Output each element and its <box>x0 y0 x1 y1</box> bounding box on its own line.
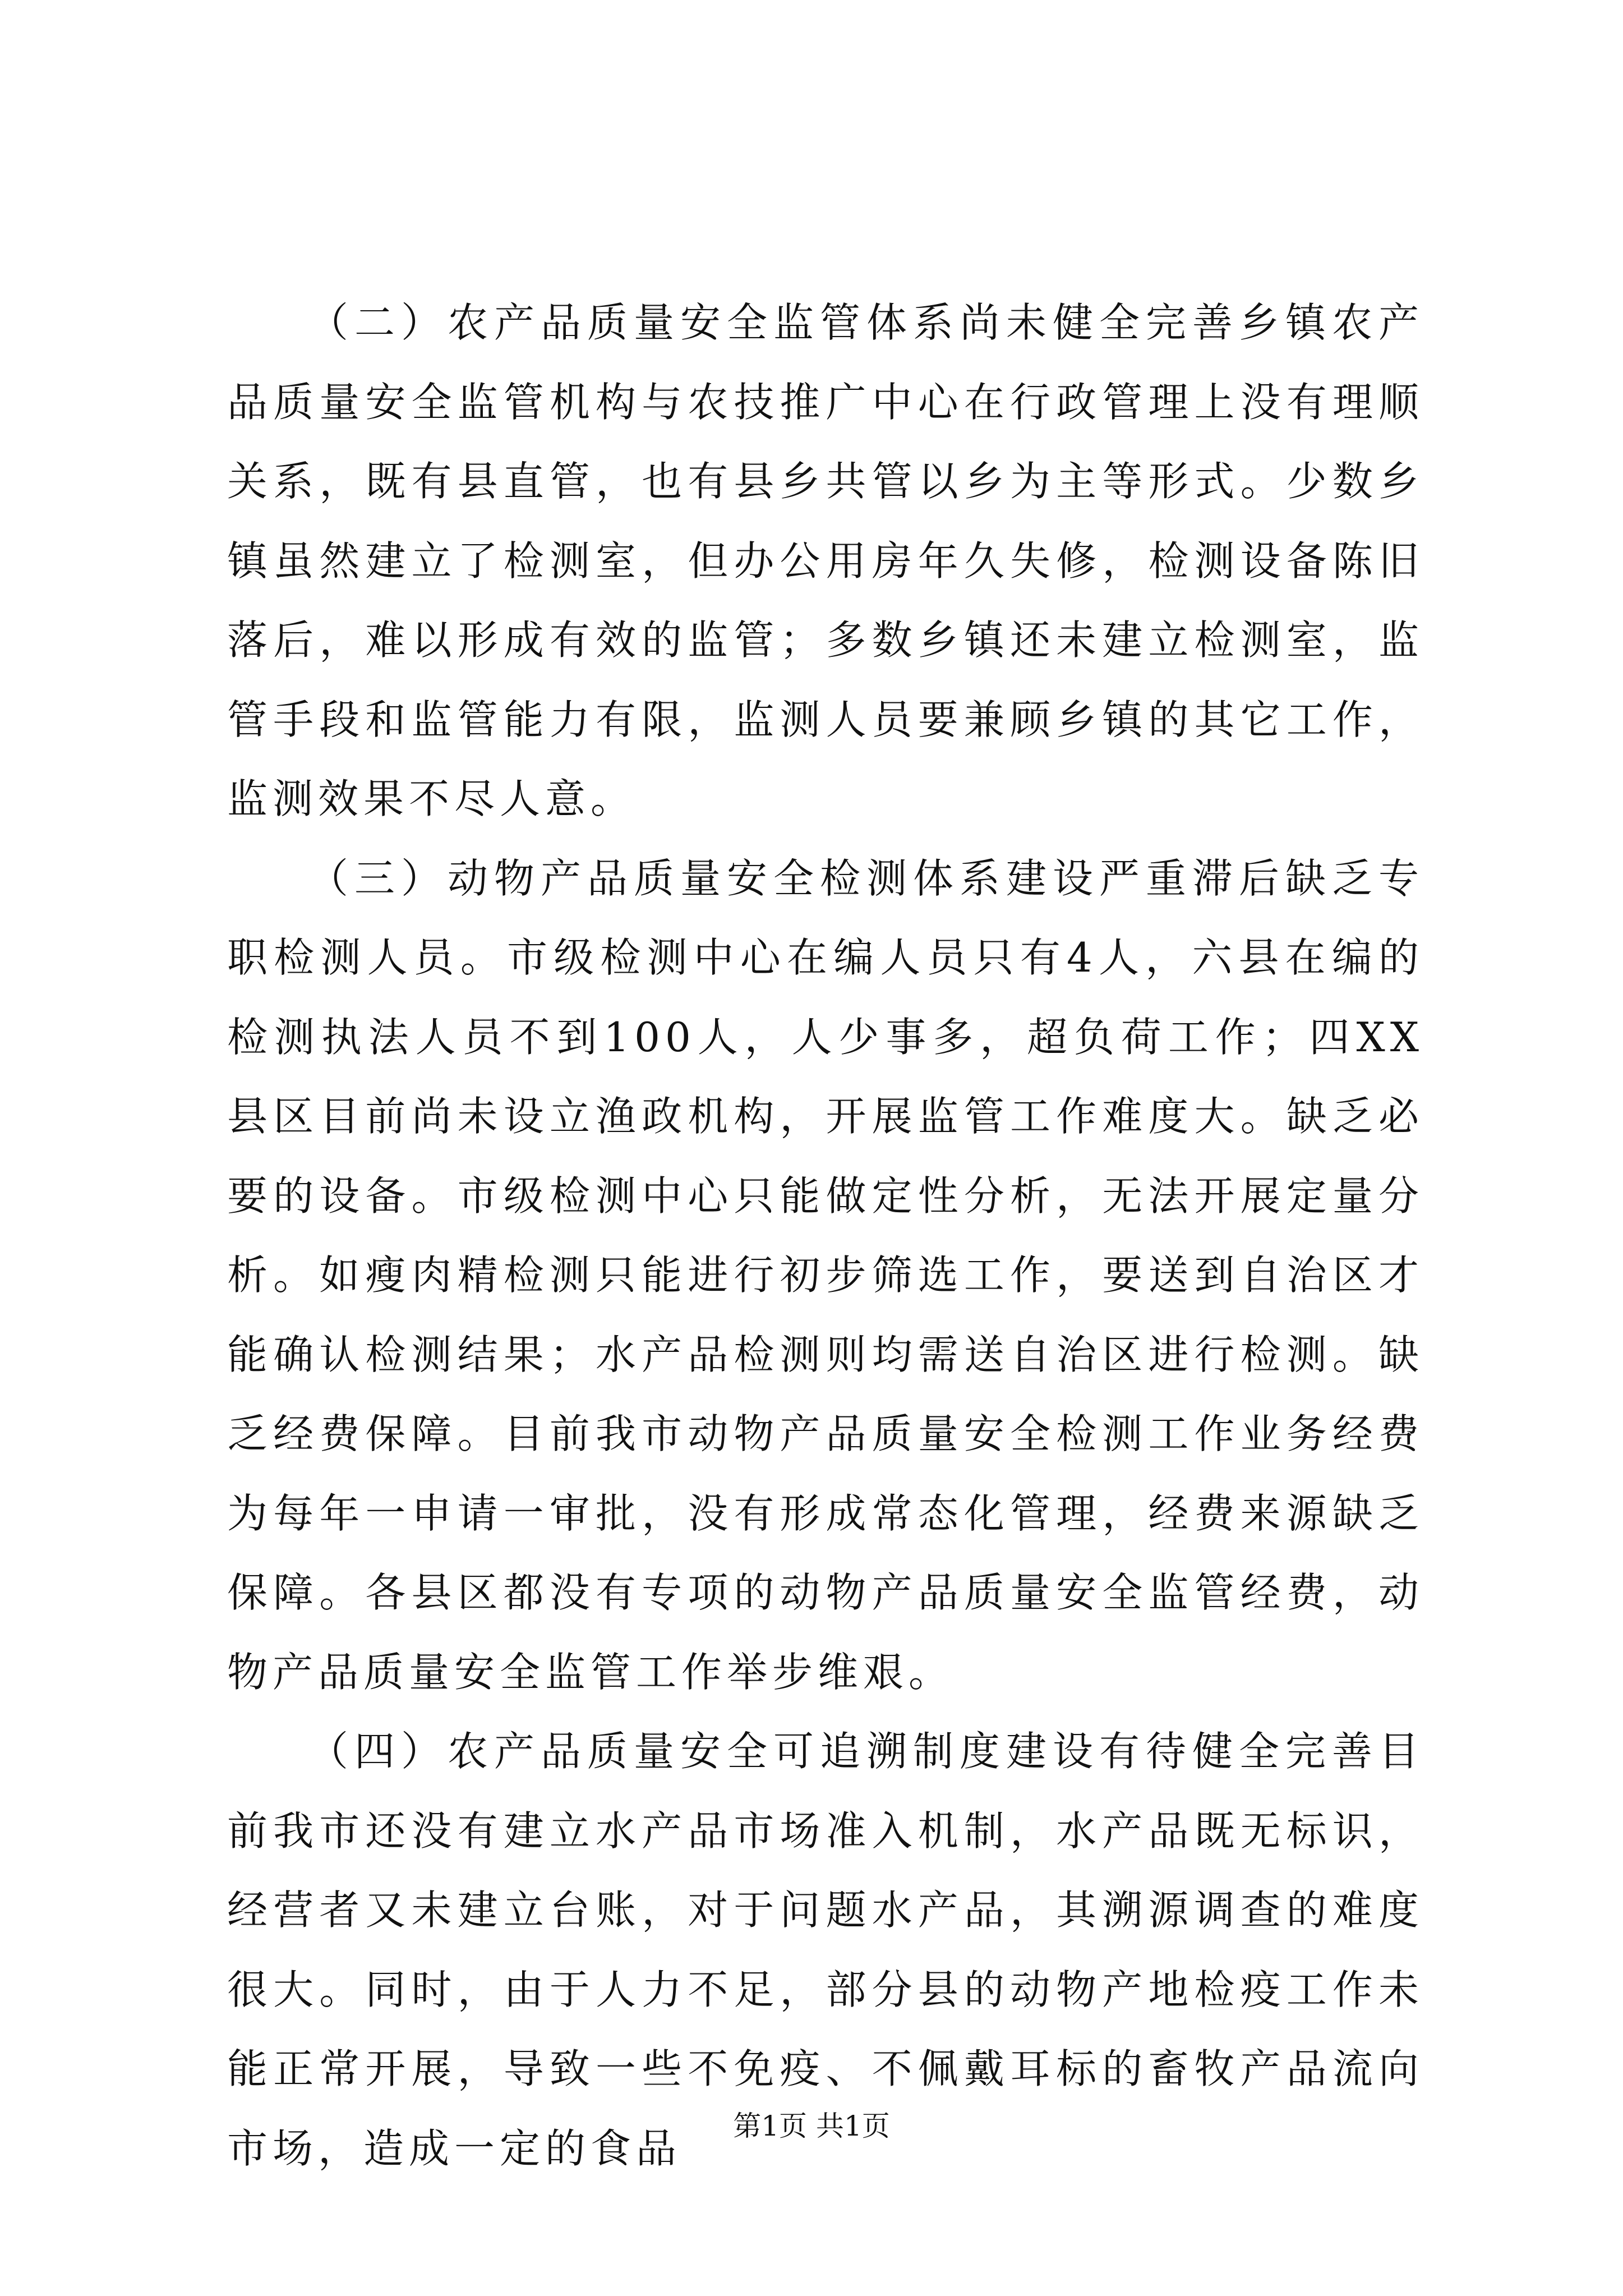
page-footer: 第1页 共1页 <box>733 2110 890 2142</box>
paragraph-supervision-system: （二）农产品质量安全监管体系尚未健全完善乡镇农产品质量安全监管机构与农技推广中心在行政管理上没有理顺关系，既有县直管，也有县乡共管以乡为主等形式。少数乡镇虽然建立了检测室，但办公用房年久失修，检测设备陈旧落后，难以形成有效的监管；多数乡镇还未建立检测室，监管手段和监管能力有限，监测人员要兼顾乡镇的其它工作，监测效果不尽人意。 <box>227 299 1424 822</box>
paragraph-traceability-system: （四）农产品质量安全可追溯制度建设有待健全完善目前我市还没有建立水产品市场准入机制，水产品既无标识，经营者又未建立台账，对于问题水产品，其溯源调查的难度很大。同时，由于人力不足，部分县的动物产地检疫工作未能正常开展，导致一些不免疫、不佩戴耳标的畜牧产品流向市场，造成一定的食品 <box>227 1728 1424 2172</box>
paragraph-animal-product-testing: （三）动物产品质量安全检测体系建设严重滞后缺乏专职检测人员。市级检测中心在编人员只有4人，六县在编的检测执法人员不到100人，人少事多，超负荷工作；四XX县区目前尚未设立渔政机构，开展监管工作难度大。缺乏必要的设备。市级检测中心只能做定性分析，无法开展定量分析。如瘦肉精检测只能进行初步筛选工作，要送到自治区才能确认检测结果；水产品检测则均需送自治区进行检测。缺乏经费保障。目前我市动物产品质量安全检测工作业务经费为每年一申请一审批，没有形成常态化管理，经费来源缺乏保障。各县区都没有专项的动物产品质量安全监管经费，动物产品质量安全监管工作举步维艰。 <box>227 854 1424 1696</box>
document-body <box>227 283 1424 2188</box>
